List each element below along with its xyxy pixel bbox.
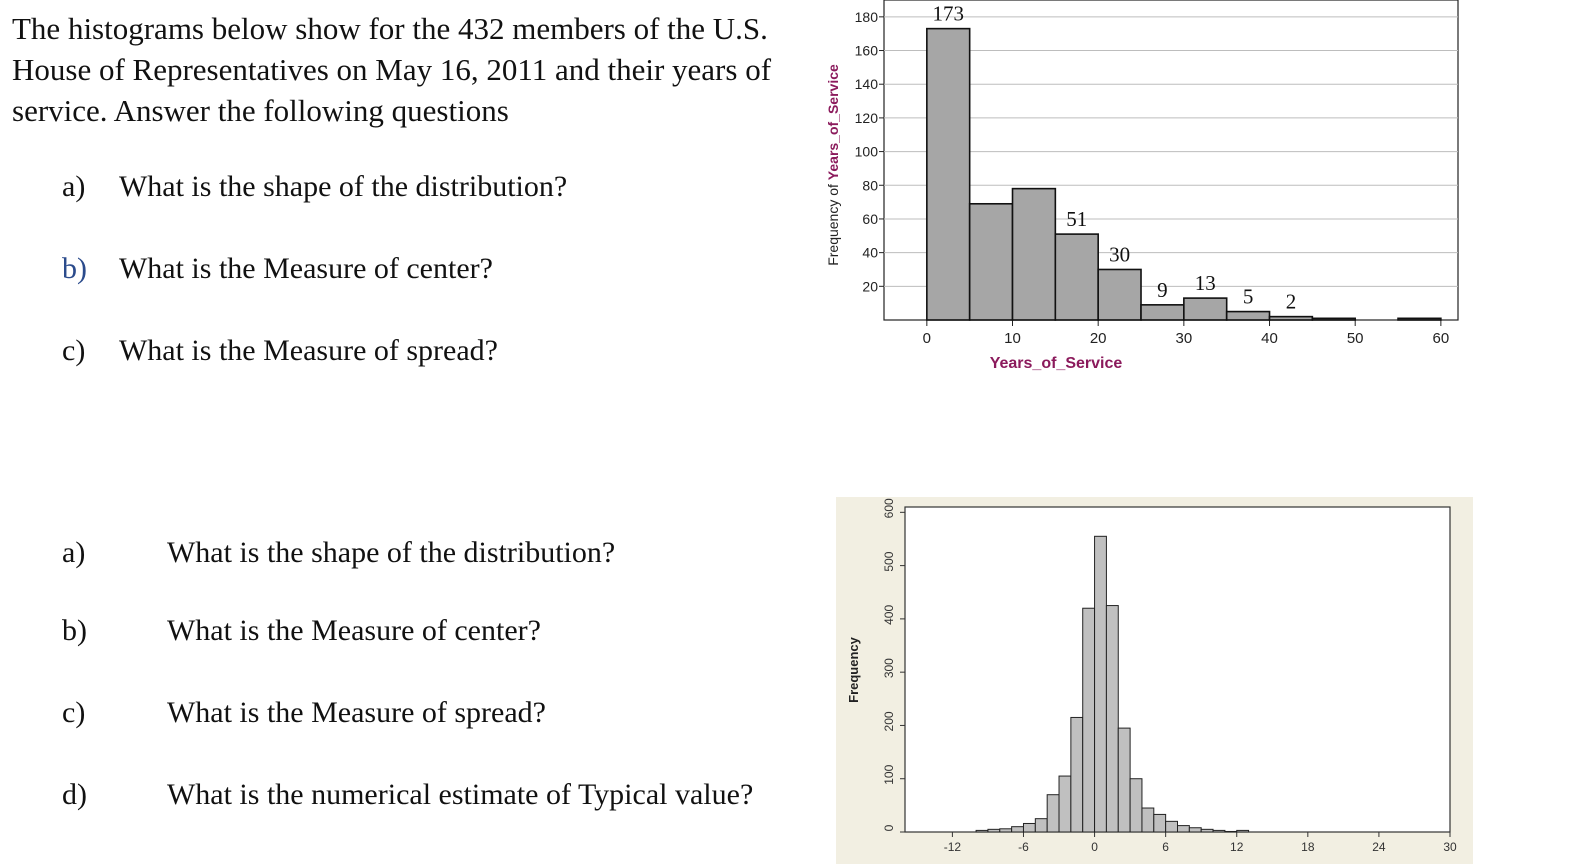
histogram-bar xyxy=(1312,318,1355,320)
question-text: What is the shape of the distribution? xyxy=(166,536,616,569)
data-label: 30 xyxy=(1109,242,1131,267)
histogram-bar xyxy=(1059,776,1071,832)
data-label: 173 xyxy=(932,1,965,26)
histogram-bar xyxy=(1095,536,1107,832)
y-axis-label: Frequency xyxy=(846,637,861,703)
tick-label-y: 200 xyxy=(882,711,896,732)
histogram-bar xyxy=(1142,808,1154,832)
question-label: b) xyxy=(62,252,87,285)
tick-label-x: 10 xyxy=(1004,330,1021,347)
histogram-bar xyxy=(1083,608,1095,832)
histogram-bar xyxy=(1154,814,1166,832)
y-axis-label-part: Frequency of xyxy=(825,180,841,266)
histogram-bar xyxy=(1201,829,1213,832)
question-text: What is the Measure of center? xyxy=(118,252,493,285)
tick-label-x: 12 xyxy=(1230,840,1244,854)
tick-label-y: 140 xyxy=(854,76,878,93)
histogram-bar xyxy=(1035,819,1047,832)
question-label: a) xyxy=(62,170,86,203)
question-label: c) xyxy=(62,696,86,729)
tick-label-y: 0 xyxy=(882,824,896,832)
histogram-bar xyxy=(1166,821,1178,832)
histogram-bar xyxy=(927,29,970,320)
tick-label-x: 40 xyxy=(1261,330,1278,347)
tick-label-x: 24 xyxy=(1372,840,1386,854)
question-text: What is the numerical estimate of Typical value? xyxy=(166,778,754,811)
question-text: What is the Measure of spread? xyxy=(166,696,546,729)
histogram-bar xyxy=(1118,728,1130,832)
histogram-bar xyxy=(1184,298,1227,320)
histogram-bar xyxy=(1398,318,1441,320)
histogram-bar xyxy=(1227,312,1270,320)
tick-label-x: 18 xyxy=(1301,840,1315,854)
histogram-bar xyxy=(1106,606,1118,832)
data-label: 13 xyxy=(1194,271,1216,296)
tick-label-x: 30 xyxy=(1443,840,1457,854)
tick-label-x: 0 xyxy=(1091,840,1098,854)
histogram-bar xyxy=(1178,826,1190,832)
histogram-bar xyxy=(970,204,1013,320)
intro-paragraph: The histograms below show for the 432 members of the U.S. House of Representatives on May 16, 2011 and their years of service. Answer the following questions xyxy=(12,11,772,128)
question-label: d) xyxy=(62,778,87,811)
tick-label-y: 120 xyxy=(854,109,878,126)
histogram-bar xyxy=(1270,317,1313,320)
tick-label-y: 300 xyxy=(882,658,896,679)
tick-label-x: 30 xyxy=(1175,330,1193,347)
tick-label-y: 100 xyxy=(882,764,896,785)
tick-label-y: 40 xyxy=(862,244,878,261)
question-text: What is the Measure of center? xyxy=(166,614,541,647)
tick-label-y: 80 xyxy=(862,177,878,194)
histogram-bar xyxy=(1012,827,1024,832)
histogram-bar xyxy=(1023,823,1035,832)
histogram-bar xyxy=(988,829,1000,832)
tick-label-y: 180 xyxy=(854,8,878,25)
question-text: What is the Measure of spread? xyxy=(118,334,498,367)
histogram-bar xyxy=(1130,779,1142,832)
histogram-bar xyxy=(976,830,988,832)
histogram-bar xyxy=(1237,830,1249,832)
tick-label-y: 500 xyxy=(882,551,896,572)
tick-label-x: 50 xyxy=(1346,330,1364,347)
tick-label-y: 20 xyxy=(862,278,878,295)
histogram-bar xyxy=(1098,269,1141,320)
tick-label-y: 400 xyxy=(882,604,896,625)
tick-label-y: 600 xyxy=(882,498,896,519)
tick-label-y: 160 xyxy=(854,42,878,59)
tick-label-x: 20 xyxy=(1089,330,1107,347)
histogram-bar xyxy=(1225,831,1237,832)
tick-label-x: -12 xyxy=(943,840,962,854)
tick-label-x: 6 xyxy=(1162,840,1169,854)
y-axis-label xyxy=(825,64,841,266)
data-label: 51 xyxy=(1066,207,1088,232)
histogram-bar xyxy=(1189,828,1201,832)
tick-label-x: 60 xyxy=(1432,330,1450,347)
question-label: a) xyxy=(62,536,86,569)
tick-label-y: 60 xyxy=(862,210,878,227)
tick-label-y: 100 xyxy=(854,143,878,160)
tick-label-x: -6 xyxy=(1018,840,1029,854)
question-label: b) xyxy=(62,614,87,647)
frequency-histogram xyxy=(836,497,1473,864)
data-label: 9 xyxy=(1157,277,1168,302)
years-of-service-histogram xyxy=(825,0,1458,372)
histogram-bar xyxy=(1071,717,1083,832)
y-axis-label-part: Years_of_Service xyxy=(825,64,841,181)
question-text: What is the shape of the distribution? xyxy=(118,170,568,203)
histogram-bar xyxy=(1141,305,1184,320)
histogram-bar xyxy=(1055,234,1098,320)
data-label: 2 xyxy=(1285,289,1297,314)
x-axis-label: Years_of_Service xyxy=(989,355,1123,372)
histogram-bar xyxy=(1213,830,1225,832)
histogram-bar xyxy=(1000,829,1012,832)
question-label: c) xyxy=(62,334,86,367)
data-label: 5 xyxy=(1242,284,1254,309)
tick-label-x: 0 xyxy=(922,330,932,347)
histogram-bar xyxy=(1047,795,1059,832)
histogram-bar xyxy=(1013,189,1056,320)
plot-area xyxy=(905,507,1450,832)
